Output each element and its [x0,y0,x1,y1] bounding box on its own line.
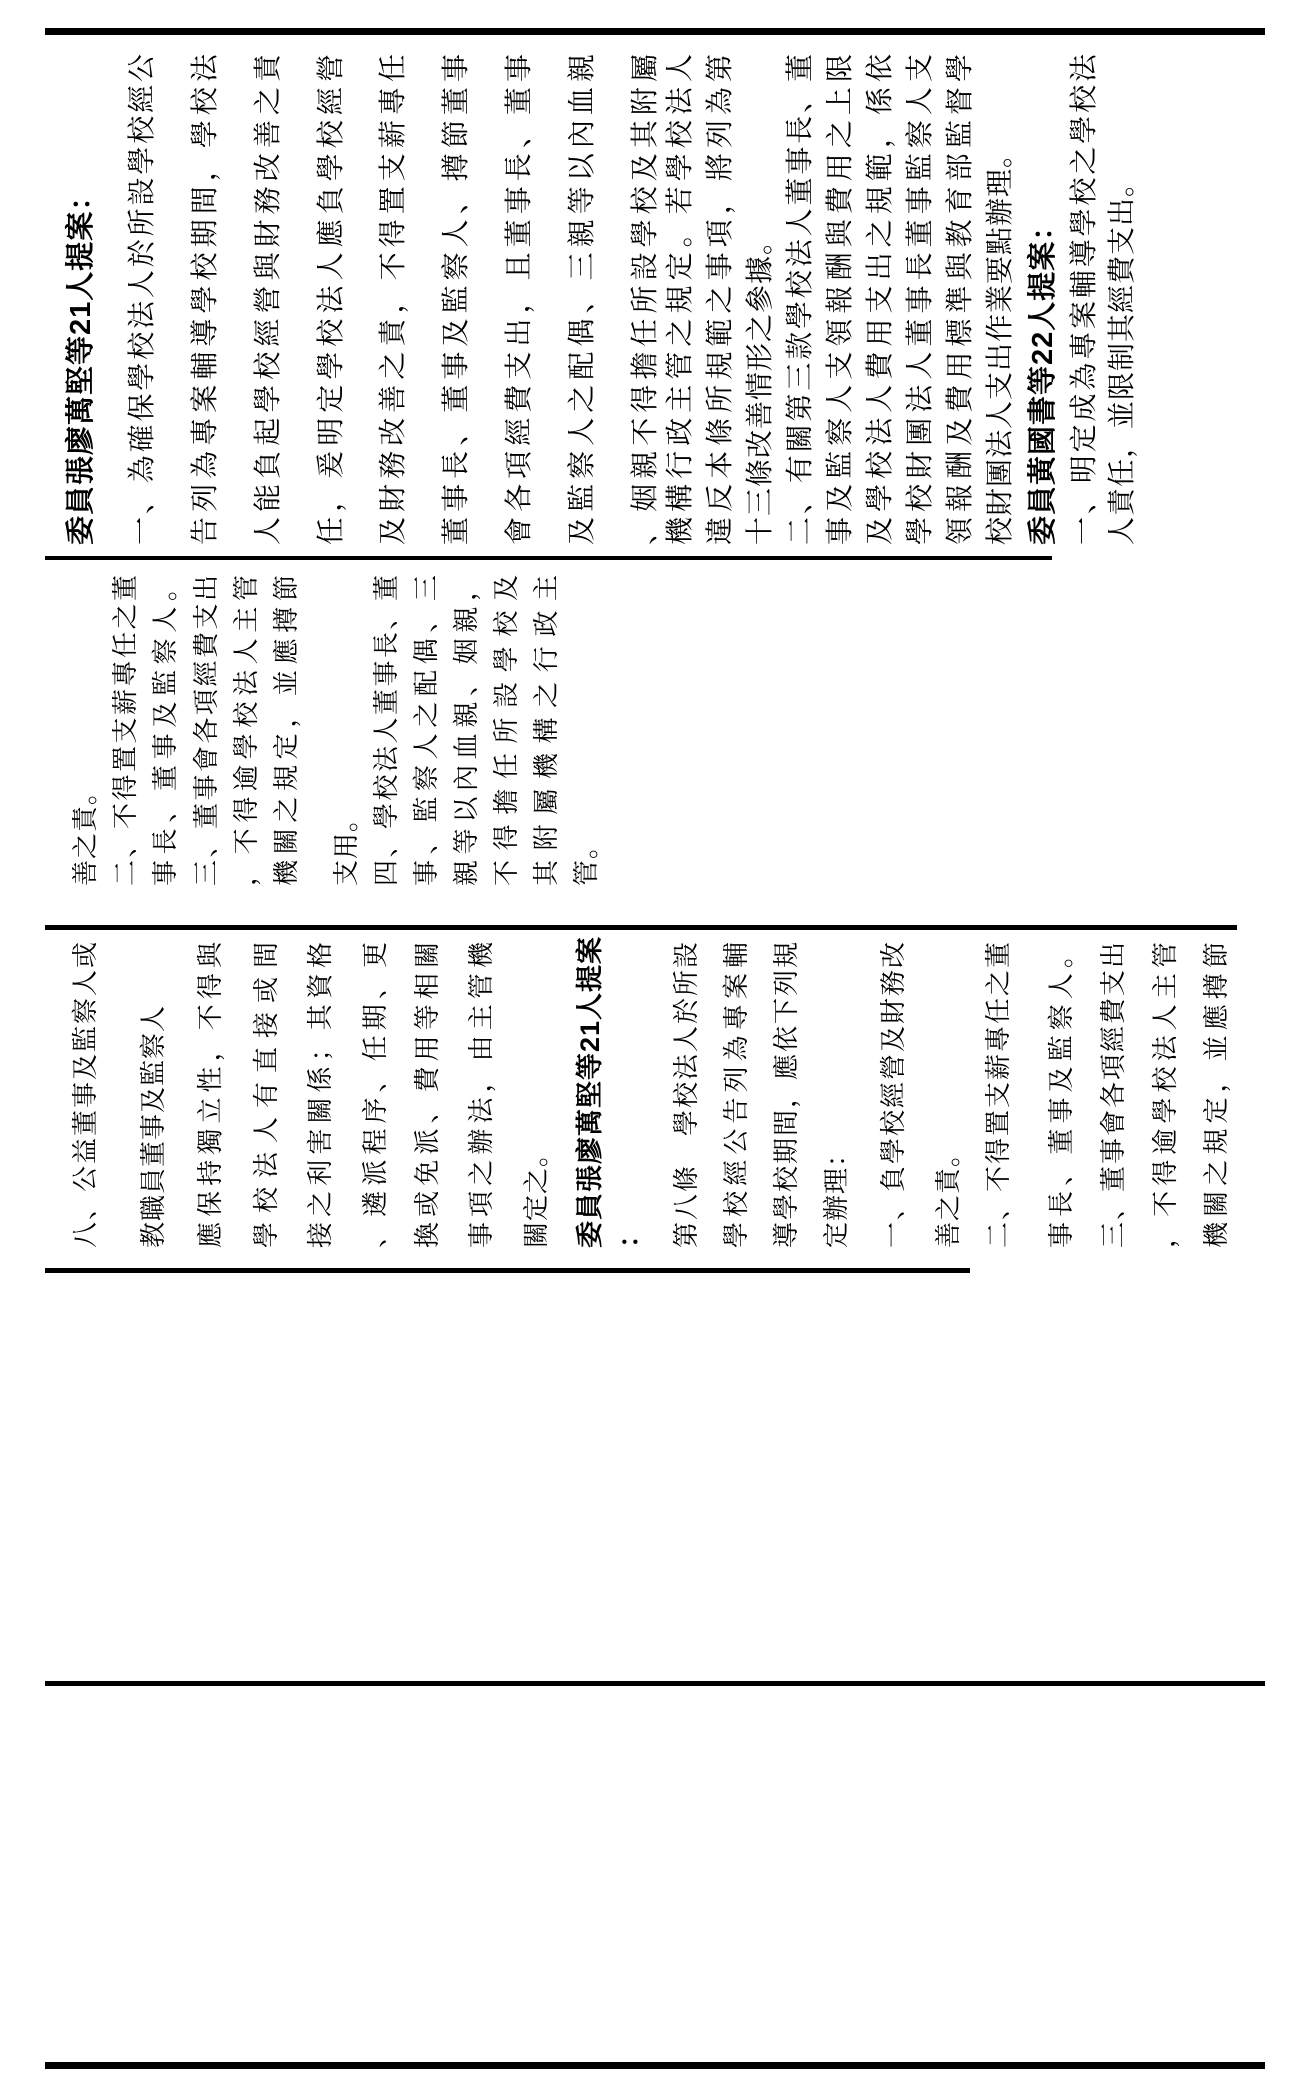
text-line: 學校財團法人董事長董事監察人支 [905,53,936,545]
text-line: 二、有關第三款學校法人董事長、董 [785,53,816,545]
text-line: 及財務改善之責，不得置支薪專任 [378,53,409,545]
text-line: 三、董事會各項經費支出 [192,574,221,886]
text-line: 換或免派、費用等相關 [413,941,442,1248]
text-line: 支用。 [332,804,361,886]
column-divider-2 [45,925,1237,930]
text-line: 會各項經費支出，且董事長、董事 [504,53,535,545]
text-line: 領報酬及費用標準與教育部監督學 [945,53,976,545]
column-divider-1 [45,556,1052,560]
text-line: 、姻親不得擔任所設學校及其附屬 [630,53,661,545]
text-line: 一、負學校經營及財務改 [879,941,908,1248]
text-line: 事及監察人支領報酬與費用之上限 [825,53,856,545]
text-line: 其附屬機構之行政主 [532,574,561,886]
text-line: 二、不得置支薪專任之董 [984,941,1013,1248]
text-line: 八、公益董事及監察人或 [71,941,100,1248]
text-line: 事、監察人之配偶、三 [412,574,441,886]
text-line: 違反本條所規範之事項，將列為第 [705,53,736,545]
text-line: 校財團法人支出作業要點辦理。 [985,138,1016,545]
table-border-top [45,28,1265,35]
text-line: 事項之辦法，由主管機 [467,941,496,1248]
text-line: 第八條 學校法人於所設 [672,941,701,1248]
text-line: 親等以內血親、姻親， [452,574,481,886]
text-line: 一、為確保學校法人於所設學校經公 [127,53,158,545]
text-line: 關定之。 [522,1139,551,1248]
text-line: 不得擔任所設學校及 [492,574,521,886]
column-divider-3 [45,1268,970,1273]
text-line: 善之責。 [71,777,100,886]
text-line: 機關之規定，並應撙節 [272,574,301,886]
text-line: 人責任，並限制其經費支出。 [1107,167,1138,545]
proposal-heading-line: ： [614,1220,644,1248]
text-line: 二、不得置支薪專任之董 [111,574,140,886]
text-line: 學校法人有直接或間 [252,941,281,1248]
text-line: 學校經公告列為專案輔 [722,941,751,1248]
text-line: 告列為專案輔導學校期間，學校法 [190,53,221,545]
explanation-column [52,53,1157,545]
text-line: 及監察人之配偶、三親等以內血親 [567,53,598,545]
column-divider-4 [45,1681,1265,1686]
text-line: 、遴派程序、任期、更 [361,941,390,1248]
text-line: 任，爰明定學校法人應負學校經營 [316,53,347,545]
text-line: 善之責。 [934,1139,963,1248]
text-line: 定辦理： [822,1139,851,1248]
text-line: 導學校期間，應依下列規 [772,941,801,1248]
text-line: 十三條改善情形之參據。 [745,225,776,545]
text-line: 事長、董事及監察人。 [151,574,180,886]
table-border-bottom [45,2062,1265,2069]
chang-liao-proposal-article-column [56,935,1241,1248]
text-line: 四、學校法人董事長、董 [372,574,401,886]
text-line: 機關之規定，並應撙節 [1202,941,1231,1248]
text-line: 接之利害關係；其資格 [306,941,335,1248]
text-line: 應保持獨立性，不得與 [196,941,225,1248]
text-line: 一、明定成為專案輔導學校之學校法 [1069,53,1100,545]
text-line: 三、董事會各項經費支出 [1099,941,1128,1248]
text-line: ，不得逾學校法人主管 [232,574,261,886]
text-line: 機構行政主管之規定。若學校法人 [665,53,696,545]
text-line: 及學校法人費用支出之規範，係依 [865,53,896,545]
text-line: 教職員董事及監察人 [139,1004,168,1248]
text-line: 董事長、董事及監察人、撙節董事 [441,53,472,545]
text-line: 人能負起學校經營與財務改善之責 [253,53,284,545]
proposal-heading-line: 委員黃國書等22人提案： [1027,210,1059,545]
text-line: ，不得逾學校法人主管 [1151,941,1180,1248]
proposal-heading-line: 委員張廖萬堅等21人提案： [65,180,97,545]
text-line: 事長、董事及監察人。 [1047,941,1076,1248]
huang-proposal-article-column [56,574,621,886]
proposal-heading-line: 委員張廖萬堅等21人提案 [575,935,605,1248]
text-line: 管。 [572,831,601,886]
